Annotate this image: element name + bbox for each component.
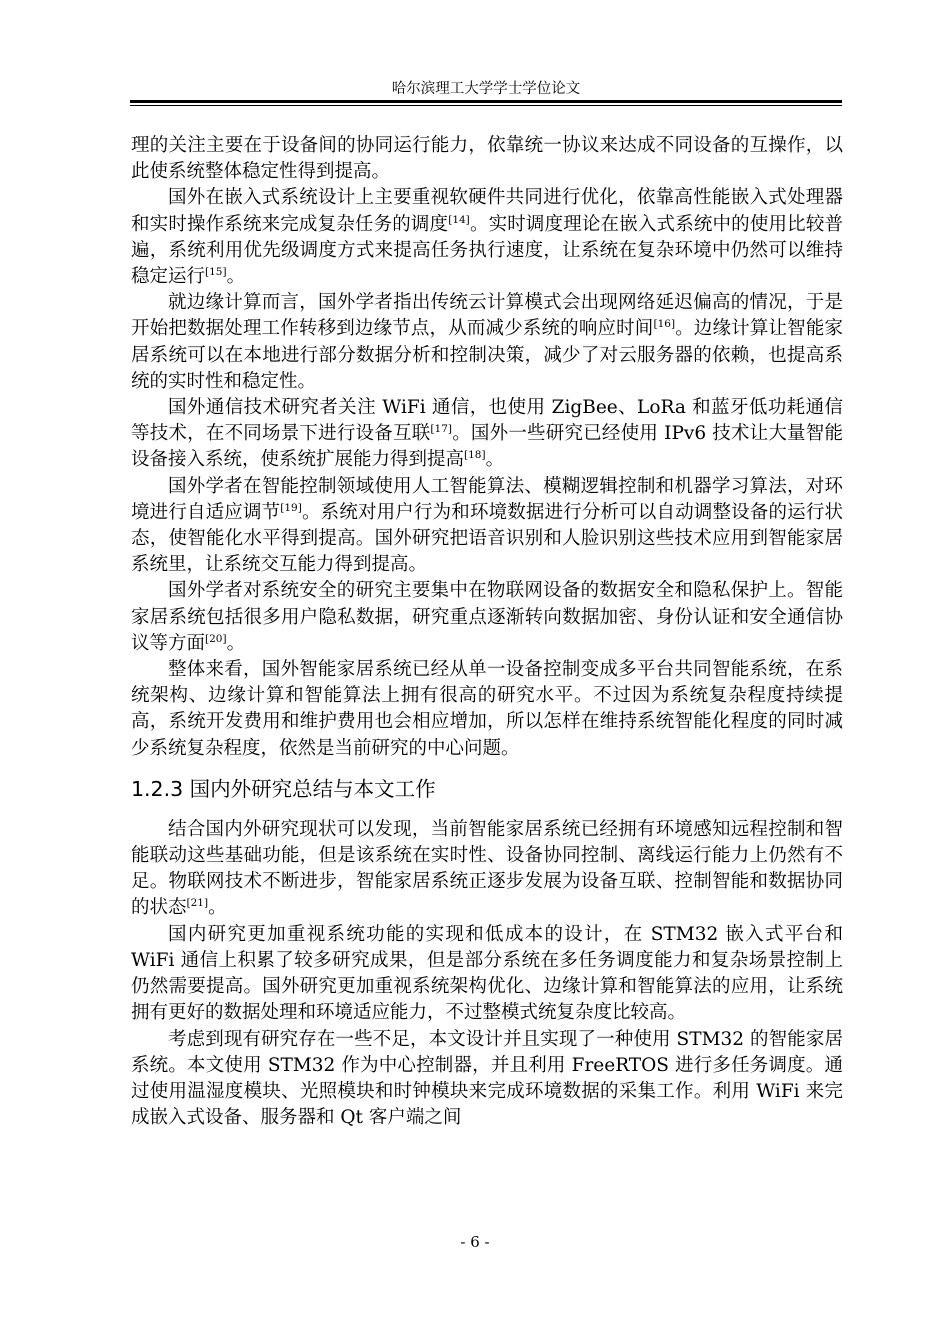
paragraph [131, 1027, 843, 1132]
citation-reference: [21] [186, 897, 209, 910]
paragraph [131, 185, 843, 290]
paragraph-text: 。边缘计算让智能家居系统可以在本地进行部分数据分析和控制决策，减少了对云服务器的依赖，也提高系统的实时性和稳定性。 [131, 318, 843, 392]
paragraph-text: 结合国内外研究现状可以发现，当前智能家居系统已经拥有环境感知远程控制和智能联动这些基础功能，但是该系统在实时性、设备协同控制、离线运行能力上仍然有不足。物联网技术不断进步，智能家居系统正逐步发展为设备互联、控制智能和数据协同的状态 [131, 818, 843, 919]
citation-reference: [17] [430, 423, 452, 436]
paragraph [131, 817, 843, 922]
paragraph-text: 国外在嵌入式系统设计上主要重视软硬件共同进行优化，依靠高性能嵌入式处理器和实时操作系统来完成复杂任务的调度 [131, 187, 843, 235]
page-header: 哈尔滨理工大学学士学位论文 [391, 81, 581, 97]
citation-reference: [16] [653, 318, 676, 331]
paragraph-text: 国内研究更加重视系统功能的实现和低成本的设计，在 STM32 嵌入式平台和 WiFi 通信上积累了较多研究成果，但是部分系统在多任务调度能力和复杂场景控制上仍然需要提高。国外研究更加重视系统架构优化、边缘计算和智能算法的应用，让系统拥有更好的数据处理和环境适应能力，不过整模式统复杂度比较高。 [131, 923, 843, 1024]
paragraph-text: 。 [226, 632, 246, 654]
paragraph-text: 国外通信技术研究者关注 WiFi 通信，也使用 ZigBee、LoRa 和蓝牙低功耗通信等技术，在不同场景下进行设备互联 [131, 397, 843, 445]
paragraph [131, 922, 843, 1027]
paragraph [131, 474, 843, 579]
paragraph-text: 。 [226, 266, 246, 288]
paragraph-text: 。系统对用户行为和环境数据进行分析可以自动调整设备的运行状态，使智能化水平得到提高。国外研究把语音识别和人脸识别这些技术应用到智能家居系统里，让系统交互能力得到提高。 [131, 501, 843, 576]
paragraph-text: 。实时调度理论在嵌入式系统中的使用比较普遍，系统利用优先级调度方式来提高任务执行速度，让系统在复杂环境中仍然可以维持稳定运行 [131, 213, 843, 288]
paragraph-text: 考虑到现有研究存在一些不足，本文设计并且实现了一种使用 STM32 的智能家居系统。本文使用 STM32 作为中心控制器，并且利用 FreeRTOS 进行多任务调度。通过使用温湿度模块、光照模块和时钟模块来完成环境数据的采集工作。利用 WiFi 来完成嵌入式设备、服务器和 Qt 客户端之间 [131, 1028, 843, 1129]
paragraph-text: 就边缘计算而言，国外学者指出传统云计算模式会出现网络延迟偏高的情况，于是开始把数据处理工作转移到边缘节点，从而减少系统的响应时间 [131, 292, 843, 340]
section-heading: 1.2.3 国内外研究总结与本文工作 [131, 776, 436, 801]
paragraph [131, 657, 843, 762]
paragraph-text: 。国外一些研究已经使用 IPv6 技术让大量智能设备接入系统，使系统扩展能力得到提高 [131, 423, 843, 471]
paragraph-text: 。 [208, 897, 227, 919]
paragraph-text: 理的关注主要在于设备间的协同运行能力，依靠统一协议来达成不同设备的互操作，以此使系统整体稳定性得到提高。 [131, 135, 843, 183]
citation-reference: [20] [205, 632, 227, 645]
paragraph [131, 578, 843, 657]
paragraph-group-summary [131, 817, 843, 1131]
header-rule-thin [130, 105, 842, 106]
paragraph [131, 395, 843, 474]
citation-reference: [14] [448, 213, 470, 226]
page-number: - 6 - [460, 1233, 490, 1251]
citation-reference: [15] [205, 265, 227, 278]
header-rule-thick [130, 100, 842, 103]
citation-reference: [19] [280, 501, 302, 514]
paragraph-text: 国外学者在智能控制领域使用人工智能算法、模糊逻辑控制和机器学习算法，对环境进行自适应调节 [131, 475, 843, 523]
paragraph [131, 290, 843, 395]
paragraph [131, 133, 843, 185]
paragraph-text: 。 [485, 449, 505, 471]
paragraph-text: 国外学者对系统安全的研究主要集中在物联网设备的数据安全和隐私保护上。智能家居系统包括很多用户隐私数据，研究重点逐渐转向数据加密、身份认证和安全通信协议等方面 [131, 580, 843, 654]
body-content [131, 133, 843, 1131]
citation-reference: [18] [464, 449, 486, 462]
paragraph-group-foreign-research [131, 133, 843, 762]
paragraph-text: 整体来看，国外智能家居系统已经从单一设备控制变成多平台共同智能系统，在系统架构、边缘计算和智能算法上拥有很高的研究水平。不过因为系统复杂程度持续提高，系统开发费用和维护费用也会相应增加，所以怎样在维持系统智能化程度的同时减少系统复杂程度，依然是当前研究的中心问题。 [131, 659, 843, 759]
